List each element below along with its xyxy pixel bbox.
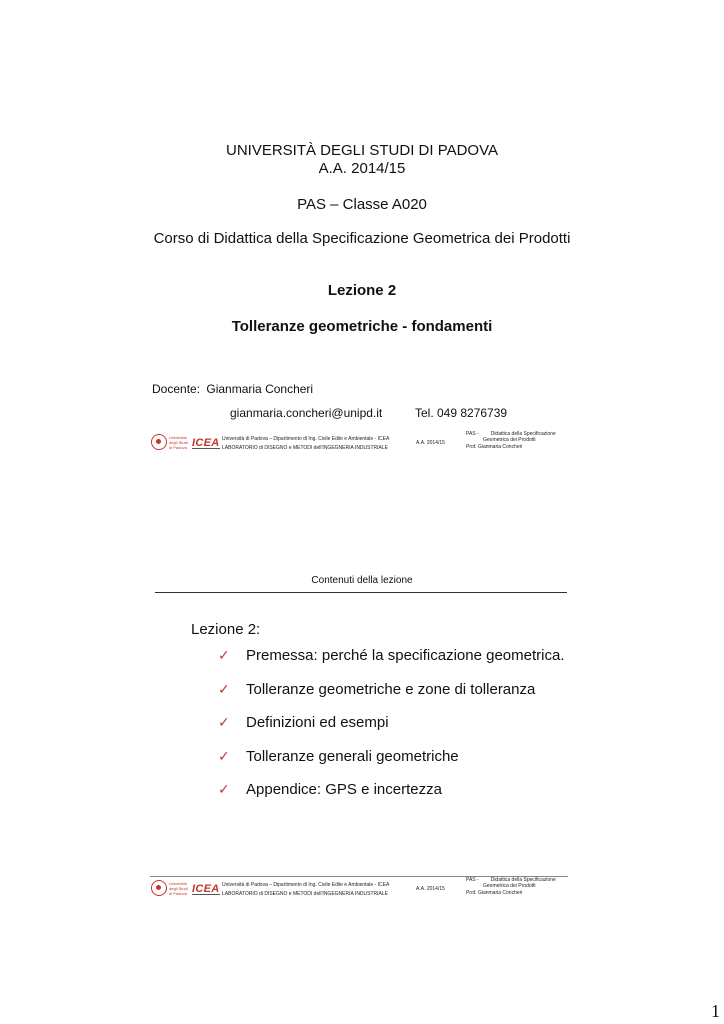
slide-header: Contenuti della lezione [311,575,413,586]
university-name: UNIVERSITÀ DEGLI STUDI DI PADOVA [226,142,498,159]
footer-pas-title2: Geometrica dei Prodotti [483,437,536,443]
check-icon: ✓ [218,781,230,797]
teacher-name: Gianmaria Concheri [206,382,314,396]
university-logo [150,433,190,453]
academic-year: A.A. 2014/15 [318,160,406,177]
header-divider [155,592,567,593]
course-title: Corso di Didattica della Specificazione Geometrica dei Prodotti [153,230,571,247]
university-seal-icon [151,880,167,896]
teacher-phone: Tel. 049 8276739 [415,406,508,420]
university-seal-icon [151,434,167,450]
footer-prof: Prof. Gianmaria Concheri [466,890,523,896]
lesson-title: Lezione 2 [327,282,397,299]
lesson-topic: Tolleranze geometriche - fondamenti [231,318,493,335]
teacher-label: Docente: [152,382,201,396]
footer-laboratory: LABORATORIO di DISEGNO e METODI dell'INGEGNERIA INDUSTRIALE [222,445,388,451]
check-icon: ✓ [218,647,230,663]
lesson-label: Lezione 2: [191,621,261,638]
footer-pas-title1: Didattica della Specificazione [490,877,556,883]
footer-pas-title2: Geometrica dei Prodotti [483,883,536,889]
footer-department: Università di Padova – Dipartimento di Ing. Civile Edile e Ambientale - ICEA [222,882,390,888]
university-logo-text: Università degli Studi di Padova [169,881,188,896]
page-number: 1 [711,1001,720,1021]
list-item: ✓ Appendice: GPS e incertezza [218,781,442,798]
list-item: ✓ Definizioni ed esempi [218,714,389,731]
icea-logo-text: ICEA [192,437,220,449]
footer-year: A.A. 2014/15 [416,440,445,446]
teacher-line [152,382,313,396]
icea-logo [192,879,220,895]
footer-pas-prefix: PAS - [466,877,479,883]
icea-logo [192,433,220,449]
list-item: ✓ Tolleranze geometriche e zone di tolleranza [218,681,536,698]
footer-laboratory: LABORATORIO di DISEGNO e METODI dell'INGEGNERIA INDUSTRIALE [222,891,388,897]
pas-class: PAS – Classe A020 [297,196,427,213]
check-icon: ✓ [218,681,230,697]
footer-year: A.A. 2014/15 [416,886,445,892]
slide-footer [150,876,568,910]
icea-logo-text: ICEA [192,883,220,895]
university-logo [150,879,190,899]
footer-pas-title1: Didattica della Specificazione [490,431,556,437]
check-icon: ✓ [218,748,230,764]
list-item: ✓ Premessa: perché la specificazione geometrica. [218,647,565,664]
check-icon: ✓ [218,714,230,730]
university-logo-text: Università degli Studi di Padova [169,435,188,450]
slide-footer [150,430,568,464]
footer-prof: Prof. Gianmaria Concheri [466,444,523,450]
footer-department: Università di Padova – Dipartimento di Ing. Civile Edile e Ambientale - ICEA [222,436,390,442]
footer-pas-prefix: PAS - [466,431,479,437]
list-item: ✓ Tolleranze generali geometriche [218,748,459,765]
teacher-email[interactable]: gianmaria.concheri@unipd.it [230,406,383,420]
